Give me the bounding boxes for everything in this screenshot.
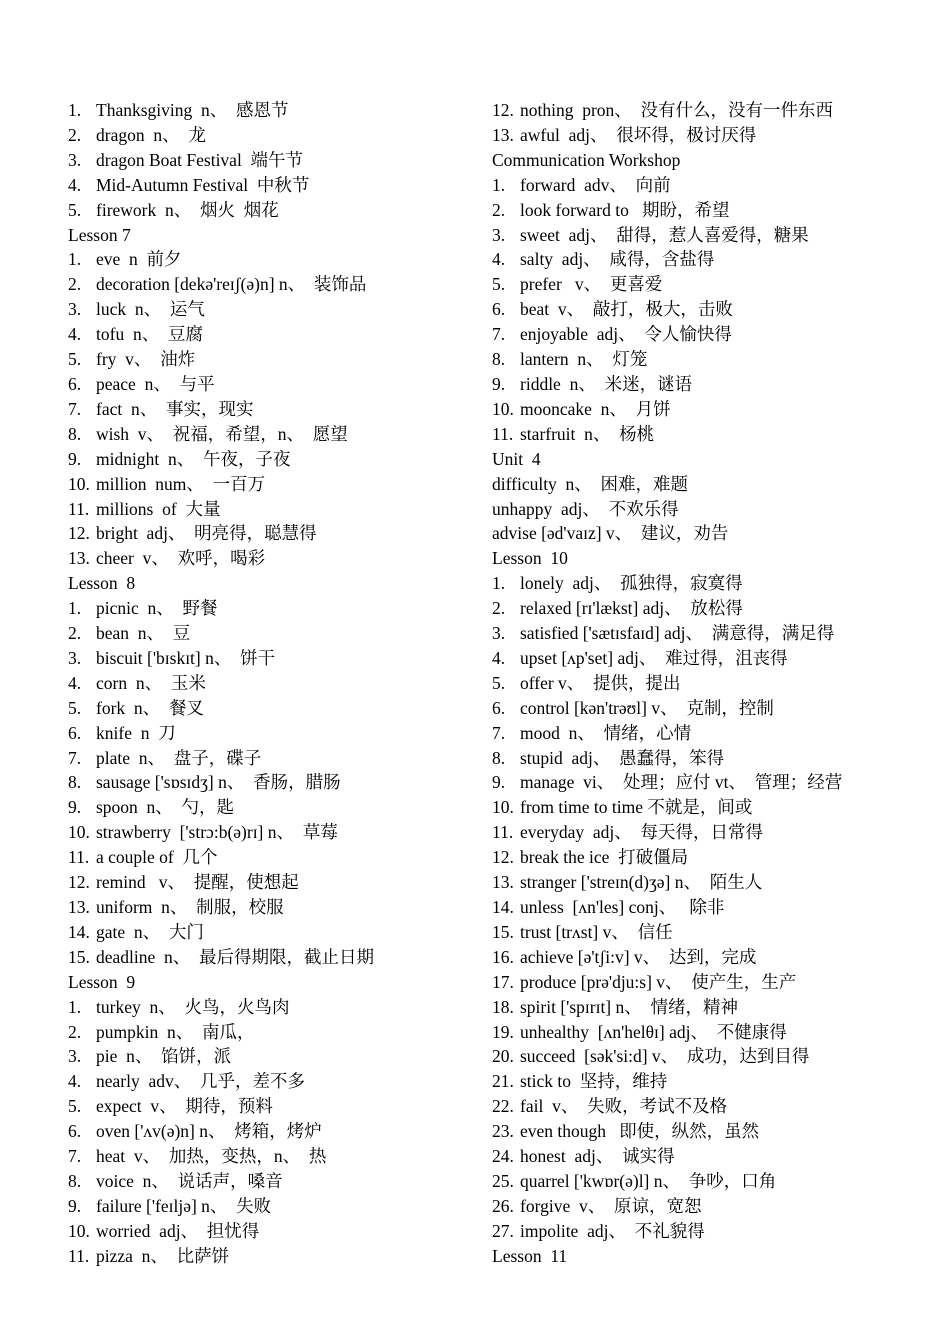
entry-number: 4.: [492, 647, 506, 668]
vocab-entry: [68, 1094, 478, 1119]
vocab-entry: [68, 746, 478, 771]
entry-text: stupid adj、 愚蠢得，笨得: [520, 747, 725, 768]
vocab-entry: [492, 870, 942, 895]
vocab-entry: [68, 272, 478, 297]
entry-text: biscuit ['bɪskɪt] n、 饼干: [96, 647, 276, 668]
entry-number: 21.: [492, 1071, 514, 1092]
entry-text: sweet adj、 甜得，惹人喜爱得，糖果: [520, 224, 809, 245]
entry-text: unhealthy [ʌn'helθɪ] adj、 不健康得: [520, 1021, 787, 1042]
section-heading: [492, 497, 942, 522]
entry-number: 4.: [68, 324, 82, 345]
vocab-entry: [492, 322, 942, 347]
entry-text: succeed [sək'si:d] v、 成功，达到目得: [520, 1046, 810, 1067]
entry-number: 4.: [492, 249, 506, 270]
entry-number: 1.: [68, 996, 82, 1017]
entry-number: 8.: [68, 423, 82, 444]
entry-number: 12.: [492, 847, 514, 868]
entry-number: 3.: [68, 647, 82, 668]
entry-number: 11.: [492, 822, 514, 843]
entry-number: 3.: [68, 1046, 82, 1067]
vocab-entry: [68, 123, 478, 148]
vocab-entry: [68, 472, 478, 497]
entry-text: million num、 一百万: [96, 473, 266, 494]
vocab-entry: [68, 347, 478, 372]
vocab-entry: [492, 696, 942, 721]
heading-text: unhappy adj、 不欢乐得: [492, 498, 679, 519]
entry-number: 10.: [492, 797, 514, 818]
vocab-entry: [492, 422, 942, 447]
entry-number: 6.: [492, 299, 506, 320]
vocab-entry: [68, 173, 478, 198]
entry-text: uniform n、 制服，校服: [96, 897, 284, 917]
vocab-entry: [68, 1194, 478, 1219]
entry-text: awful adj、 很坏得，极讨厌得: [520, 124, 757, 145]
vocab-entry: [492, 596, 942, 621]
entry-text: prefer v、 更喜爱: [520, 274, 663, 295]
entry-number: 2.: [68, 1021, 82, 1042]
vocab-entry: [492, 1020, 942, 1045]
vocab-entry: [492, 1144, 942, 1169]
entry-number: 1.: [492, 573, 506, 594]
vocab-entry: [492, 795, 942, 820]
entry-text: mood n、 情绪，心情: [520, 722, 692, 743]
entry-number: 2.: [68, 623, 82, 644]
vocab-entry: [492, 1194, 942, 1219]
entry-number: 2.: [68, 124, 82, 145]
vocab-entry: [492, 173, 942, 198]
entry-number: 6.: [68, 373, 82, 394]
heading-text: Lesson 8: [68, 573, 136, 594]
entry-number: 16.: [492, 946, 514, 967]
entry-number: 1.: [68, 100, 82, 120]
entry-text: quarrel ['kwɒr(ə)l] n、 争吵，口角: [520, 1170, 777, 1191]
vocab-entry: [68, 1169, 478, 1194]
entry-text: gate n、 大门: [96, 921, 204, 942]
vocab-entry: [68, 322, 478, 347]
entry-text: spirit ['spɪrɪt] n、 情绪，精神: [520, 996, 739, 1017]
entry-number: 15.: [492, 921, 514, 942]
entry-number: 5.: [68, 1096, 82, 1117]
entry-number: 11.: [492, 423, 514, 444]
entry-number: 13.: [492, 872, 514, 893]
entry-text: from time to time 不就是，间或: [520, 797, 753, 818]
entry-number: 13.: [68, 548, 90, 569]
vocab-entry: [68, 198, 478, 223]
entry-text: lonely adj、 孤独得，寂寞得: [520, 573, 743, 594]
vocab-entry: [68, 1244, 478, 1269]
entry-number: 6.: [68, 1121, 82, 1142]
vocab-entry: [492, 372, 942, 397]
entry-number: 12.: [492, 100, 514, 120]
entry-text: picnic n、 野餐: [96, 598, 218, 619]
vocab-entry: [492, 671, 942, 696]
entry-number: 4.: [68, 672, 82, 693]
entry-number: 23.: [492, 1121, 514, 1142]
entry-text: cheer v、 欢呼，喝彩: [96, 548, 266, 569]
entry-text: deadline n、 最后得期限，截止日期: [96, 946, 375, 967]
vocab-entry: [68, 646, 478, 671]
section-heading: [492, 1244, 942, 1269]
vocab-entry: [492, 1069, 942, 1094]
entry-number: 3.: [68, 149, 82, 170]
entry-number: 3.: [492, 623, 506, 644]
entry-text: manage vi、 处理；应付 vt、 管理；经营: [520, 772, 843, 793]
entry-text: wish v、 祝福，希望，n、 愿望: [96, 423, 348, 444]
entry-number: 8.: [68, 772, 82, 793]
vocab-entry: [492, 98, 942, 123]
entry-text: enjoyable adj、 令人愉快得: [520, 324, 732, 345]
entry-text: heat v、 加热，变热，n、 热: [96, 1146, 327, 1167]
entry-number: 9.: [492, 772, 506, 793]
entry-number: 1.: [68, 249, 82, 270]
vocab-entry: [68, 297, 478, 322]
entry-text: sausage ['sɒsɪdʒ] n、 香肠，腊肠: [96, 772, 341, 793]
entry-number: 9.: [492, 373, 506, 394]
vocab-entry: [492, 198, 942, 223]
vocab-entry: [68, 870, 478, 895]
heading-text: Lesson 9: [68, 971, 136, 992]
entry-number: 2.: [492, 598, 506, 619]
entry-text: dragon Boat Festival 端午节: [96, 149, 304, 170]
entry-text: Mid-Autumn Festival 中秋节: [96, 174, 310, 195]
section-heading: [68, 970, 478, 995]
entry-number: 7.: [68, 398, 82, 419]
heading-text: Lesson 10: [492, 548, 568, 569]
heading-text: Lesson 7: [68, 224, 131, 245]
entry-number: 1.: [492, 174, 506, 195]
entry-text: firework n、 烟火 烟花: [96, 199, 279, 220]
section-heading: [492, 447, 942, 472]
entry-number: 6.: [492, 697, 506, 718]
entry-number: 10.: [68, 1220, 90, 1241]
entry-text: corn n、 玉米: [96, 672, 206, 693]
vocab-entry: [68, 372, 478, 397]
vocab-entry: [492, 721, 942, 746]
vocab-entry: [68, 995, 478, 1020]
entry-text: failure ['feɪljə] n、 失败: [96, 1195, 272, 1216]
entry-text: riddle n、 米迷，谜语: [520, 373, 693, 394]
vocab-entry: [68, 247, 478, 272]
entry-number: 8.: [68, 1170, 82, 1191]
vocab-entry: [492, 272, 942, 297]
entry-number: 18.: [492, 996, 514, 1017]
entry-text: achieve [ə'tʃi:v] v、 达到，完成: [520, 946, 757, 967]
entry-number: 5.: [68, 697, 82, 718]
entry-number: 13.: [492, 124, 514, 145]
entry-text: break the ice 打破僵局: [520, 847, 689, 868]
vocab-entry: [68, 920, 478, 945]
vocab-entry: [492, 1044, 942, 1069]
vocab-entry: [68, 895, 478, 920]
entry-number: 12.: [68, 872, 90, 893]
entry-number: 4.: [68, 1071, 82, 1092]
entry-text: forgive v、 原谅，宽恕: [520, 1195, 702, 1216]
entry-text: tofu n、 豆腐: [96, 324, 203, 345]
entry-text: decoration [dekə'reɪʃ(ə)n] n、 装饰品: [96, 274, 367, 295]
entry-number: 5.: [68, 199, 82, 220]
entry-number: 7.: [68, 747, 82, 768]
vocab-entry: [492, 397, 942, 422]
vocab-entry: [68, 770, 478, 795]
entry-number: 2.: [492, 199, 506, 220]
entry-text: plate n、 盘子，碟子: [96, 747, 262, 768]
vocab-entry: [68, 447, 478, 472]
vocab-entry: [492, 223, 942, 248]
entry-number: 4.: [68, 174, 82, 195]
vocab-entry: [68, 621, 478, 646]
vocab-entry: [68, 1069, 478, 1094]
entry-text: forward adv、 向前: [520, 174, 671, 195]
vocab-entry: [492, 347, 942, 372]
vocab-entry: [492, 123, 942, 148]
section-heading: [492, 472, 942, 497]
section-heading: [492, 546, 942, 571]
entry-number: 7.: [492, 722, 506, 743]
vocab-entry: [68, 521, 478, 546]
entry-text: dragon n、 龙: [96, 124, 206, 145]
entry-text: fork n、 餐叉: [96, 697, 204, 718]
vocab-entry: [492, 297, 942, 322]
vocab-entry: [492, 995, 942, 1020]
vocab-entry: [492, 920, 942, 945]
entry-text: strawberry ['strɔ:b(ə)rɪ] n、 草莓: [96, 822, 338, 843]
entry-text: voice n、 说话声，嗓音: [96, 1170, 283, 1191]
entry-number: 25.: [492, 1170, 514, 1191]
entry-text: honest adj、 诚实得: [520, 1146, 675, 1167]
entry-text: fact n、 事实，现实: [96, 398, 254, 419]
right-column: [492, 98, 942, 1269]
entry-text: satisfied ['sætɪsfaɪd] adj、 满意得，满足得: [520, 623, 835, 644]
entry-text: oven ['ʌv(ə)n] n、 烤箱，烤炉: [96, 1121, 322, 1142]
section-heading: [68, 571, 478, 596]
vocab-entry: [492, 845, 942, 870]
entry-number: 14.: [68, 921, 90, 942]
entry-text: beat v、 敲打，极大，击败: [520, 299, 733, 320]
entry-number: 5.: [492, 672, 506, 693]
entry-number: 3.: [68, 299, 82, 320]
entry-number: 1.: [68, 598, 82, 619]
entry-text: trust [trʌst] v、 信任: [520, 921, 673, 942]
vocab-entry: [492, 970, 942, 995]
entry-text: pizza n、 比萨饼: [96, 1245, 230, 1266]
entry-number: 8.: [492, 747, 506, 768]
entry-number: 6.: [68, 722, 82, 743]
entry-text: relaxed [rɪ'lækst] adj、 放松得: [520, 598, 743, 619]
vocab-entry: [492, 746, 942, 771]
entry-text: bright adj、 明亮得，聪慧得: [96, 523, 317, 544]
entry-text: offer v、 提供，提出: [520, 672, 681, 693]
entry-text: lantern n、 灯笼: [520, 349, 648, 370]
entry-number: 10.: [68, 822, 90, 843]
vocab-entry: [492, 1219, 942, 1244]
entry-text: everyday adj、 每天得，日常得: [520, 822, 764, 843]
heading-text: Unit 4: [492, 448, 541, 469]
vocab-entry: [492, 820, 942, 845]
heading-text: difficulty n、 困难，难题: [492, 473, 689, 494]
entry-text: peace n、 与平: [96, 373, 215, 394]
entry-number: 22.: [492, 1096, 514, 1117]
entry-text: spoon n、 勺，匙: [96, 797, 235, 818]
entry-text: nearly adv、 几乎，差不多: [96, 1071, 305, 1092]
vocab-entry: [492, 1119, 942, 1144]
heading-text: Lesson 11: [492, 1245, 568, 1266]
entry-text: Thanksgiving n、 感恩节: [96, 100, 289, 120]
vocab-entry: [68, 1144, 478, 1169]
entry-number: 27.: [492, 1220, 514, 1241]
entry-number: 3.: [492, 224, 506, 245]
vocab-entry: [68, 422, 478, 447]
vocab-entry: [492, 895, 942, 920]
vocab-entry: [492, 571, 942, 596]
vocab-entry: [492, 945, 942, 970]
entry-text: salty adj、 咸得，含盐得: [520, 249, 715, 270]
entry-number: 7.: [492, 324, 506, 345]
entry-text: bean n、 豆: [96, 623, 191, 644]
section-heading: [68, 223, 478, 248]
vocab-entry: [68, 497, 478, 522]
entry-number: 17.: [492, 971, 514, 992]
entry-text: expect v、 期待，预料: [96, 1096, 273, 1117]
entry-text: upset [ʌp'set] adj、 难过得，沮丧得: [520, 647, 788, 668]
entry-number: 8.: [492, 349, 506, 370]
entry-number: 20.: [492, 1046, 514, 1067]
vocab-entry: [68, 596, 478, 621]
entry-text: produce [prə'dju:s] v、 使产生，生产: [520, 971, 797, 992]
heading-text: Communication Workshop: [492, 149, 681, 170]
entry-text: eve n 前夕: [96, 249, 182, 270]
entry-number: 2.: [68, 274, 82, 295]
entry-number: 9.: [68, 1195, 82, 1216]
entry-text: fry v、 油炸: [96, 349, 196, 370]
entry-number: 10.: [492, 398, 514, 419]
vocab-entry: [68, 696, 478, 721]
vocab-entry: [68, 1020, 478, 1045]
entry-text: stick to 坚持，维持: [520, 1071, 668, 1092]
vocab-entry: [68, 721, 478, 746]
entry-number: 5.: [68, 349, 82, 370]
entry-number: 7.: [68, 1146, 82, 1167]
entry-number: 9.: [68, 448, 82, 469]
vocab-entry: [68, 671, 478, 696]
entry-text: worried adj、 担忧得: [96, 1220, 260, 1241]
entry-text: control [kən'trəʊl] v、 克制，控制: [520, 697, 774, 718]
vocab-entry: [68, 1219, 478, 1244]
vocab-entry: [68, 397, 478, 422]
entry-text: nothing pron、 没有什么，没有一件东西: [520, 100, 834, 120]
entry-number: 5.: [492, 274, 506, 295]
section-heading: [492, 148, 942, 173]
section-heading: [492, 521, 942, 546]
entry-number: 19.: [492, 1021, 514, 1042]
entry-text: pie n、 馅饼，派: [96, 1046, 232, 1067]
entry-number: 15.: [68, 946, 90, 967]
entry-text: fail v、 失败，考试不及格: [520, 1096, 728, 1117]
vocab-entry: [68, 945, 478, 970]
left-column: [68, 98, 478, 1269]
entry-text: unless [ʌn'les] conj、 除非: [520, 897, 725, 917]
entry-text: stranger ['streɪn(d)ʒə] n、 陌生人: [520, 872, 763, 893]
entry-text: knife n 刀: [96, 722, 176, 743]
vocab-entry: [492, 1169, 942, 1194]
heading-text: advise [əd'vaɪz] v、 建议，劝告: [492, 523, 729, 544]
entry-text: remind v、 提醒，使想起: [96, 872, 299, 893]
vocab-entry: [492, 646, 942, 671]
entry-number: 12.: [68, 523, 90, 544]
entry-number: 11.: [68, 847, 90, 868]
entry-number: 10.: [68, 473, 90, 494]
vocab-entry: [68, 546, 478, 571]
vocab-entry: [68, 148, 478, 173]
entry-text: midnight n、 午夜，子夜: [96, 448, 291, 469]
vocab-entry: [492, 770, 942, 795]
entry-number: 13.: [68, 897, 90, 917]
vocab-entry: [68, 845, 478, 870]
entry-number: 14.: [492, 897, 514, 917]
entry-number: 11.: [68, 498, 90, 519]
entry-text: mooncake n、 月饼: [520, 398, 671, 419]
entry-text: millions of 大量: [96, 498, 221, 519]
vocab-entry: [68, 1119, 478, 1144]
entry-number: 11.: [68, 1245, 90, 1266]
entry-text: turkey n、 火鸟，火鸟肉: [96, 996, 290, 1017]
entry-text: a couple of 几个: [96, 847, 218, 868]
entry-text: luck n、 运气: [96, 299, 205, 320]
entry-text: look forward to 期盼，希望: [520, 199, 730, 220]
vocab-entry: [68, 1044, 478, 1069]
vocab-entry: [68, 820, 478, 845]
entry-number: 26.: [492, 1195, 514, 1216]
entry-text: even though 即使，纵然，虽然: [520, 1121, 760, 1142]
entry-text: pumpkin n、 南瓜，: [96, 1021, 255, 1042]
entry-number: 24.: [492, 1146, 514, 1167]
vocab-entry: [492, 621, 942, 646]
vocab-entry: [68, 98, 478, 123]
entry-text: starfruit n、 杨桃: [520, 423, 655, 444]
vocab-entry: [68, 795, 478, 820]
entry-number: 9.: [68, 797, 82, 818]
entry-text: impolite adj、 不礼貌得: [520, 1220, 705, 1241]
vocab-entry: [492, 1094, 942, 1119]
vocab-entry: [492, 247, 942, 272]
